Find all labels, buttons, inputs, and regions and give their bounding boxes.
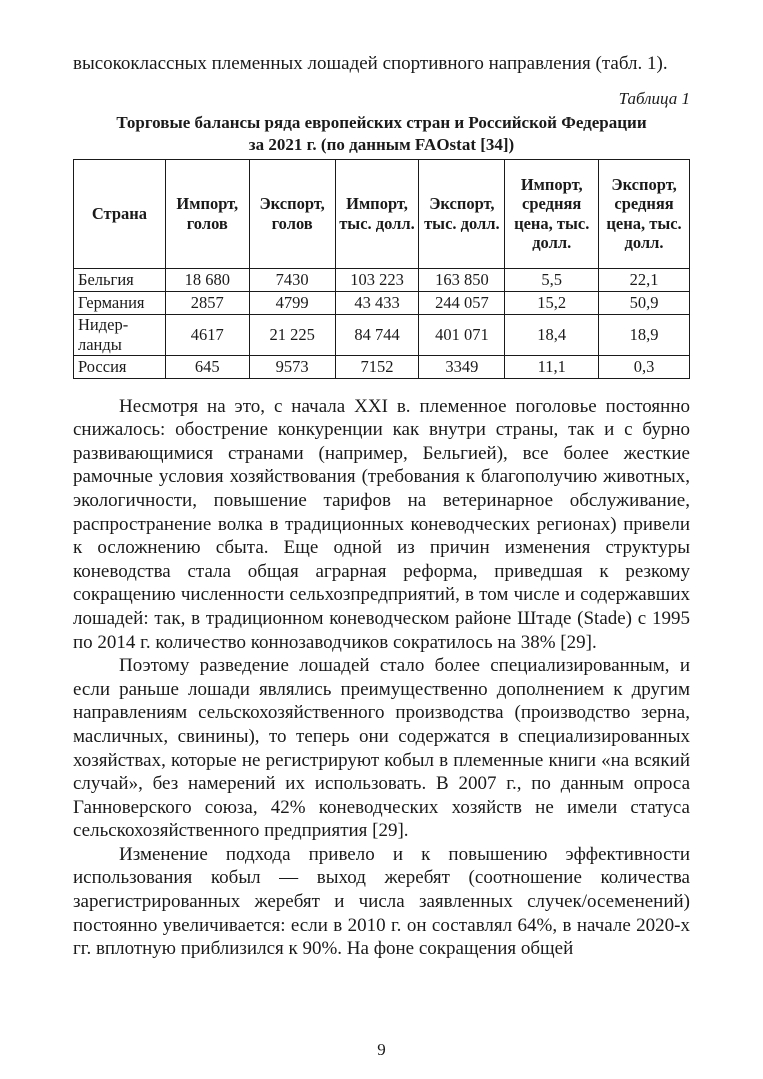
header-export-heads: Экспорт, голов bbox=[249, 159, 335, 268]
cell-import-heads: 18 680 bbox=[165, 268, 249, 291]
cell-export-heads: 9573 bbox=[249, 355, 335, 378]
table-row bbox=[74, 314, 690, 355]
body-paragraph-1: Несмотря на это, с начала XXI в. племенное поголовье постоянно снижалось: обострение конкуренции как внутри страны, так и с бурно развивающимися странами (например, Бельгией), все более жесткие рамочные условия хозяйствования (требования к благополучию животных, экологичности, повышение тарифов на ветеринарное обслуживание, распространение волка в традиционных коневодческих регионах) привели к осложнению сбыта. Еще одной из причин изменения структуры коневодства стала общая аграрная реформа, приведшая к резкому сокращению численности сельхозпредприятий, в том числе и содержавших лошадей: так, в традиционном коневодческом районе Штаде (Stade) с 1995 по 2014 г. количество коннозаводчиков сократилось на 38% [29]. bbox=[73, 395, 690, 653]
cell-import-value: 7152 bbox=[335, 355, 419, 378]
cell-country: Германия bbox=[74, 291, 166, 314]
cell-import-value: 103 223 bbox=[335, 268, 419, 291]
cell-export-heads: 4799 bbox=[249, 291, 335, 314]
cell-import-price: 11,1 bbox=[505, 355, 599, 378]
cell-country: Россия bbox=[74, 355, 166, 378]
body-paragraph-2: Поэтому разведение лошадей стало более специализированным, и если раньше лошади являлись преимущественно дополнением к другим направлениям сельскохозяйственного производства (производство зерна, масличных, свинины), то теперь они содержатся в специализированных хозяйствах, которые не регистрируют кобыл в племенные книги «на всякий случай», без намерений их использовать. В 2007 г., по данным опроса Ганноверского союза, 42% коневодческих хозяйств не имели статуса сельскохозяйственного предприятия [29]. bbox=[73, 655, 690, 842]
page-number: 9 bbox=[377, 1040, 386, 1059]
header-country: Страна bbox=[74, 159, 166, 268]
intro-paragraph: высококлассных племенных лошадей спортивного направления (табл. 1). bbox=[73, 53, 668, 74]
cell-import-price: 5,5 bbox=[505, 268, 599, 291]
cell-export-value: 244 057 bbox=[419, 291, 505, 314]
cell-export-price: 18,9 bbox=[599, 314, 690, 355]
cell-import-price: 15,2 bbox=[505, 291, 599, 314]
cell-export-price: 50,9 bbox=[599, 291, 690, 314]
cell-import-heads: 4617 bbox=[165, 314, 249, 355]
table-label: Таблица 1 bbox=[618, 88, 690, 108]
table-row bbox=[74, 355, 690, 378]
page-body bbox=[73, 52, 690, 961]
cell-import-heads: 2857 bbox=[165, 291, 249, 314]
cell-import-price: 18,4 bbox=[505, 314, 599, 355]
table-row bbox=[74, 268, 690, 291]
cell-import-value: 43 433 bbox=[335, 291, 419, 314]
header-import-price: Импорт, средняя цена, тыс. долл. bbox=[505, 159, 599, 268]
cell-export-price: 22,1 bbox=[599, 268, 690, 291]
table-title bbox=[73, 112, 690, 156]
cell-country: Нидер-ланды bbox=[74, 314, 166, 355]
header-import-heads: Импорт, голов bbox=[165, 159, 249, 268]
table-row bbox=[74, 291, 690, 314]
cell-export-value: 401 071 bbox=[419, 314, 505, 355]
table-title-line-1: Торговые балансы ряда европейских стран и Российской Федерации bbox=[116, 112, 647, 132]
cell-export-price: 0,3 bbox=[599, 355, 690, 378]
cell-export-value: 3349 bbox=[419, 355, 505, 378]
table-header-row bbox=[74, 159, 690, 268]
cell-export-value: 163 850 bbox=[419, 268, 505, 291]
cell-country: Бельгия bbox=[74, 268, 166, 291]
cell-export-heads: 21 225 bbox=[249, 314, 335, 355]
cell-export-heads: 7430 bbox=[249, 268, 335, 291]
cell-import-heads: 645 bbox=[165, 355, 249, 378]
table-title-line-2: за 2021 г. (по данным FAOstat [34]) bbox=[248, 134, 515, 154]
cell-import-value: 84 744 bbox=[335, 314, 419, 355]
header-import-value: Импорт, тыс. долл. bbox=[335, 159, 419, 268]
header-export-value: Экспорт, тыс. долл. bbox=[419, 159, 505, 268]
header-export-price: Экспорт, средняя цена, тыс. долл. bbox=[599, 159, 690, 268]
body-paragraph-3: Изменение подхода привело и к повышению эффективности использования кобыл — выход жеребят (соотношение количества зарегистрированных жеребят и числа заявленных случек/осеменений) постоянно увеличивается: если в 2010 г. он составлял 64%, в начале 2020-х гг. вплотную приблизился к 90%. На фоне сокращения общей bbox=[73, 843, 690, 960]
trade-balance-table bbox=[73, 159, 690, 379]
